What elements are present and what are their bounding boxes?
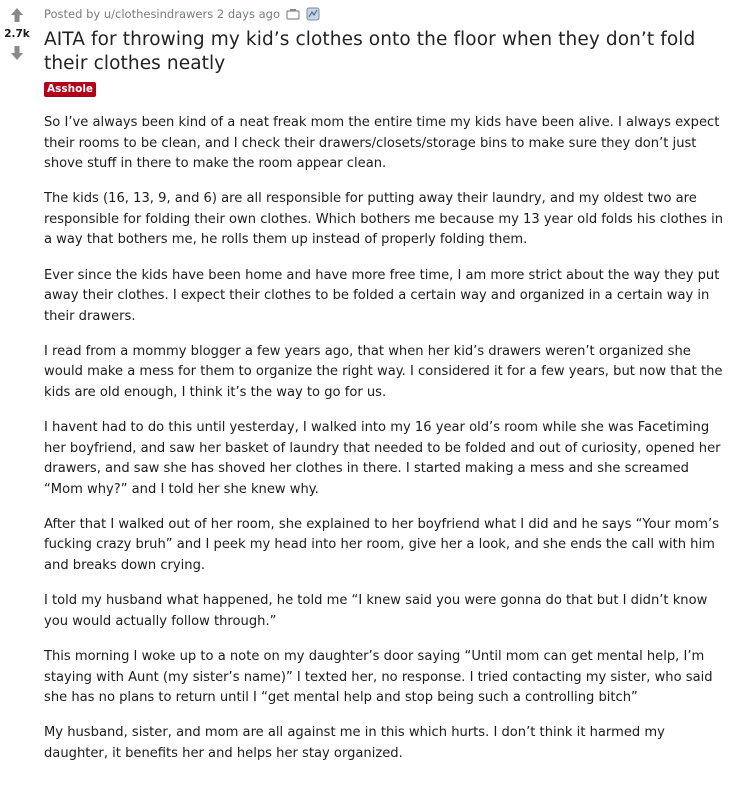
downvote-icon[interactable] [7, 43, 27, 63]
post-title[interactable]: AITA for throwing my kid’s clothes onto the floor when they don’t fold their clothes neatly [44, 29, 696, 74]
post-paragraph: I told my husband what happened, he told me “I knew said you were gonna do that but I didn’t know you would actually follow through.” [44, 593, 708, 629]
post-paragraph: I read from a mommy blogger a few years ago, that when her kid’s drawers weren’t organized she would make a mess for them to organize the right way. I considered it for a few years, but now that the kids are old enough, I think it’s the way to go for us. [44, 343, 723, 400]
post-paragraph: After that I walked out of her room, she explained to her boyfriend what I did and he says “Your mom’s fucking crazy bruh” and I peek my head into her room, give her a look, and she ends the call with him and breaks down crying. [44, 516, 720, 573]
upvote-icon[interactable] [7, 5, 27, 25]
post-meta-text: Posted by u/clothesindrawers 2 days ago [44, 7, 281, 21]
post-paragraph: I havent had to do this until yesterday, I walked into my 16 year old’s room while she was Facetiming her boyfriend, and saw her basket of laundry that needed to be folded and out of curiosity, opened her drawers, and saw she has shoved her clothes in there. I started making a mess and she screamed “Mom why?” and I told her she knew why. [44, 420, 721, 497]
flair-badge[interactable]: Asshole [44, 82, 96, 97]
vote-column [0, 0, 34, 63]
post-meta [44, 6, 728, 22]
vote-score: 2.7k [4, 28, 30, 40]
award-icon[interactable] [286, 8, 300, 20]
post-paragraph: So I’ve always been kind of a neat freak mom the entire time my kids have been alive. I always expect their rooms to be clean, and I check their drawers/closets/storage bins to make sure they don’t just shove stuff in there to make the room appear clean. [44, 115, 720, 171]
post-body [44, 113, 728, 764]
post [44, 6, 728, 779]
post-paragraph: Ever since the kids have been home and have more free time, I am more strict about the way they put away their clothes. I expect their clothes to be folded a certain way and organized in a certain way in their drawers. [44, 267, 720, 324]
award-icon-2[interactable] [306, 7, 320, 21]
post-paragraph: This morning I woke up to a note on my daughter’s door saying “Until mom can get mental help, I’m staying with Aunt (my sister’s name)” I texted her, no response. I tried contacting my sister, who said she has no plans to return until I “get mental help and stop being such a controlling bitch” [44, 649, 713, 706]
post-paragraph: My husband, sister, and mom are all against me in this which hurts. I don’t think it harmed my daughter, it benefits her and helps her stay organized. [44, 725, 665, 761]
post-paragraph: The kids (16, 13, 9, and 6) are all responsible for putting away their laundry, and my oldest two are responsible for folding their own clothes. Which bothers me because my 13 year old folds his clothes in a way that bothers me, he rolls them up instead of properly folding them. [44, 191, 724, 248]
